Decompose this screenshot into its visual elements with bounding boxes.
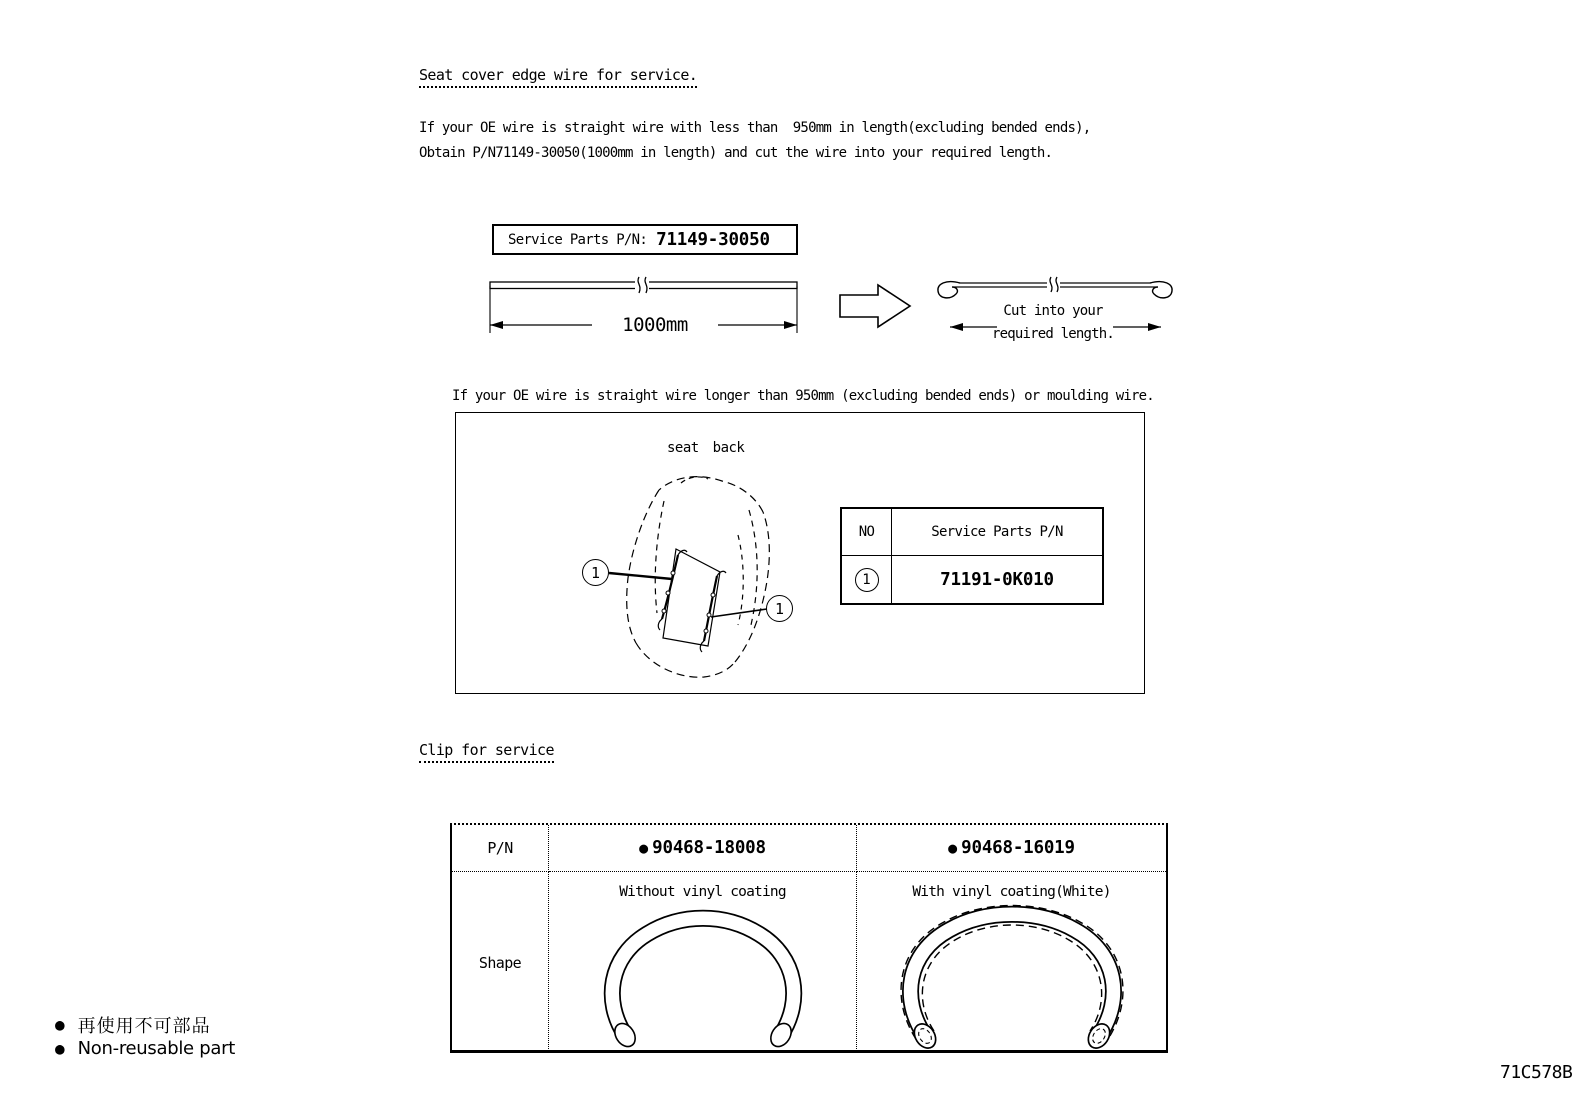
- legend-jp-text: 再使用不可部品: [77, 1016, 211, 1037]
- table-header-part-number: Service Parts P/N: [892, 509, 1102, 556]
- clip-part-number-1: ● 90468-18008: [549, 825, 857, 872]
- callout-number: 1: [774, 599, 785, 618]
- clip-section-heading: Clip for service: [419, 741, 554, 763]
- non-reusable-bullet-icon: ●: [55, 1015, 65, 1034]
- clip-table-row-header-pn: P/N: [452, 825, 549, 872]
- non-reusable-bullet-icon: ●: [948, 838, 958, 857]
- wire-length-label: 1000mm: [592, 314, 718, 336]
- service-parts-table: [840, 507, 1104, 605]
- legend-jp-line: [55, 1012, 211, 1038]
- cut-note-line-1: Cut into your: [1003, 303, 1103, 319]
- cut-note-line-2: required length.: [991, 326, 1115, 342]
- clip-shape-label-1: Without vinyl coating: [619, 884, 786, 900]
- clip-shape-label-2: With vinyl coating(White): [912, 884, 1111, 900]
- clip-vinyl-drawing: [867, 903, 1157, 1053]
- service-part-label: Service Parts P/N:: [508, 231, 648, 248]
- seat-back-label: seat back: [667, 440, 745, 456]
- clip-shape-vinyl-cell: [857, 872, 1166, 1053]
- circled-number-icon: 1: [855, 568, 879, 592]
- intro-line-1: If your OE wire is straight wire with less than 950mm in length(excluding bended ends),: [419, 120, 1091, 136]
- legend-en-text: Non-reusable part: [77, 1038, 235, 1059]
- callout-1-right: [766, 595, 793, 622]
- clip-shape-plain-cell: [549, 872, 857, 1053]
- clip-part-number-2: ● 90468-16019: [857, 825, 1166, 872]
- non-reusable-bullet-icon: ●: [55, 1038, 65, 1058]
- doc-code: 71C578B: [1500, 1062, 1573, 1083]
- longer-wire-condition: If your OE wire is straight wire longer than 950mm (excluding bended ends) or moulding wire.: [452, 388, 1154, 404]
- legend-en-line: [55, 1038, 235, 1059]
- arrow-right-icon: [840, 285, 910, 327]
- service-part-box: [492, 224, 798, 255]
- table-row-no: [842, 556, 892, 603]
- intro-line-2: Obtain P/N71149-30050(1000mm in length) and cut the wire into your required length.: [419, 145, 1053, 161]
- callout-number: 1: [590, 563, 601, 582]
- clip-table-row-header-shape: Shape: [452, 872, 549, 1053]
- seat-back-figure: [455, 412, 1145, 694]
- table-row-part-number: 71191-0K010: [940, 569, 1054, 590]
- clip-plain-drawing: [563, 903, 843, 1053]
- callout-1-left: [582, 559, 609, 586]
- callout-leader-left: [609, 573, 672, 579]
- service-part-number: 71149-30050: [656, 229, 770, 250]
- non-reusable-bullet-icon: ●: [639, 838, 649, 857]
- page-title: Seat cover edge wire for service.: [419, 66, 697, 88]
- table-header-no: NO: [842, 509, 892, 556]
- clip-table: [450, 823, 1168, 1053]
